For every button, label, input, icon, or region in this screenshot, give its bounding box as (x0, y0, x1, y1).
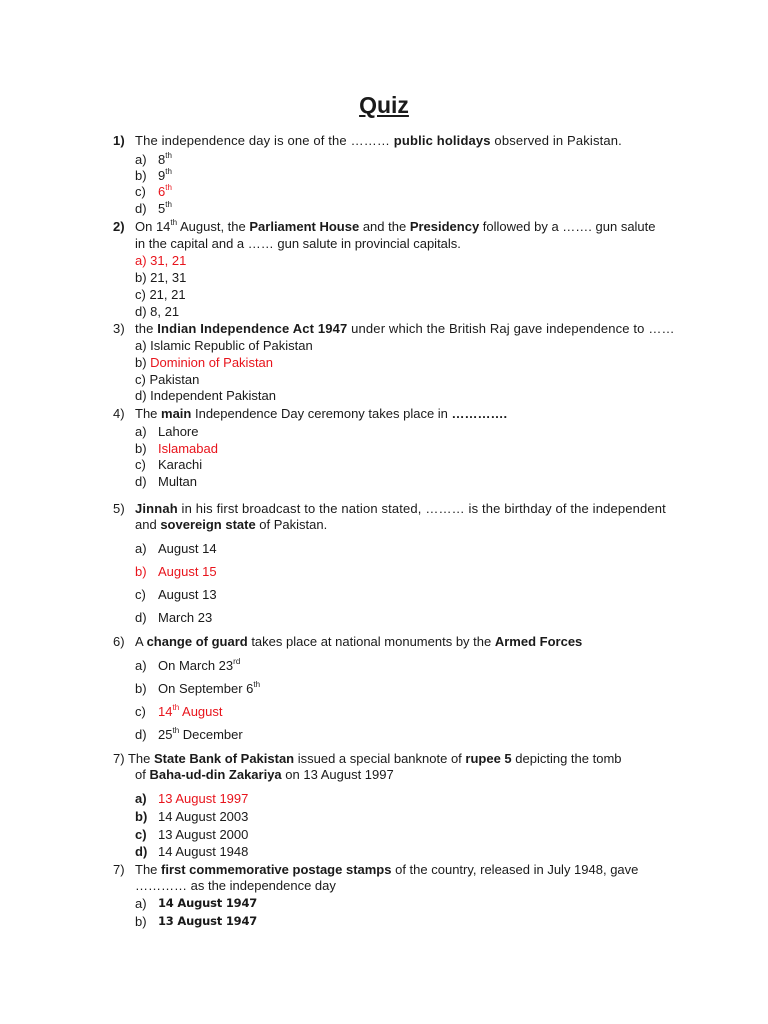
question-text: The main Independence Day ceremony takes place in …………. (135, 406, 508, 421)
question-number: 7) (113, 862, 125, 877)
question-number: 3) (113, 321, 125, 336)
question-number: 4) (113, 406, 125, 421)
question-number: 5) (113, 501, 125, 516)
question-text: On 14th August, the Parliament House and the Presidency followed by a ……. gun salute (135, 218, 656, 234)
question-text: Jinnah in his first broadcast to the nation stated, ……… is the birthday of the independent (135, 501, 666, 516)
question-number: 6) (113, 634, 125, 649)
question-number: 1) (113, 133, 125, 148)
question-text: 7) The State Bank of Pakistan issued a special banknote of rupee 5 depicting the tomb (113, 751, 622, 766)
page-title: Quiz (359, 92, 409, 118)
question-number: 2) (113, 219, 125, 234)
question-text: A change of guard takes place at national monuments by the Armed Forces (135, 634, 583, 649)
question-text: The first commemorative postage stamps of the country, released in July 1948, gave (135, 862, 639, 877)
question-text: The independence day is one of the ……… public holidays observed in Pakistan. (135, 133, 622, 148)
question-text: the Indian Independence Act 1947 under which the British Raj gave independence to …… (135, 321, 675, 336)
